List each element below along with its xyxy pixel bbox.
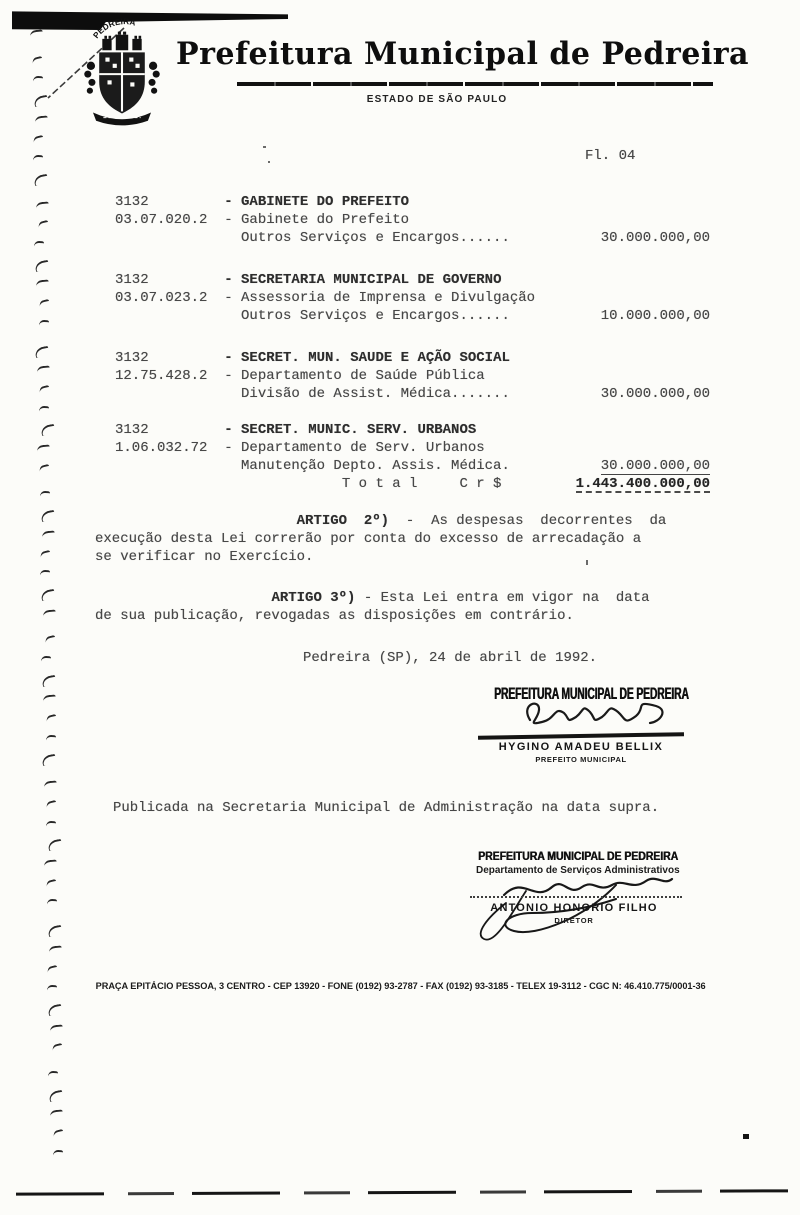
signer-role: PREFEITO MUNICIPAL [535, 755, 627, 764]
budget-entry-saude [115, 349, 710, 403]
text-line: se verificar no Exercício. [95, 549, 314, 565]
binding-mark [52, 1129, 64, 1139]
stamp-org-label: PREFEITURA MUNICIPAL DE PEDREIRA [478, 849, 678, 863]
budget-entry-urbanos-total [115, 421, 710, 493]
text-line: 12.75.428.2 - Departamento de Saúde Pública [115, 368, 485, 384]
scan-speck [268, 161, 270, 163]
binding-mark [45, 800, 57, 810]
binding-mark [36, 280, 50, 289]
binding-mark [42, 609, 56, 618]
binding-mark [36, 366, 50, 375]
binding-mark [38, 220, 50, 230]
binding-mark [49, 945, 63, 954]
publication-note: Publicada na Secretaria Municipal de Administração na data supra. [113, 800, 660, 816]
binding-mark [45, 714, 57, 724]
binding-mark [34, 174, 50, 186]
stamp-dept-label: Departamento de Serviços Administrativos [476, 864, 680, 876]
binding-mark [46, 735, 56, 743]
binding-mark [45, 635, 57, 645]
stamp-org-label: PREFEITURA MUNICIPAL DE PEDREIRA [494, 684, 689, 703]
binding-mark [39, 464, 51, 474]
article-2-paragraph [95, 512, 707, 566]
title-rule [237, 82, 713, 86]
binding-mark [40, 510, 56, 522]
binding-mark [47, 839, 63, 851]
scan-speck [263, 146, 266, 148]
signer-name: ANTONIO HONORIO FILHO [490, 902, 658, 914]
signer-role: DIRETOR [554, 916, 594, 925]
binding-mark [39, 320, 49, 328]
text-line: ARTIGO 3º) - Esta Lei entra em vigor na data [271, 590, 650, 606]
binding-mark [39, 549, 51, 559]
text-line: de sua publicação, revogadas as disposições em contrário. [95, 608, 574, 624]
text-line: ARTIGO 2º) - As despesas decorrentes da [296, 513, 667, 529]
binding-mark [47, 925, 63, 937]
binding-mark [41, 589, 57, 601]
amount-value: 10.000.000,00 [600, 308, 710, 324]
folio-number: Fl. 04 [585, 148, 636, 164]
binding-mark [39, 405, 49, 413]
binding-mark [41, 753, 57, 765]
text-line: 3132 - SECRET. MUNIC. SERV. URBANOS [115, 422, 477, 438]
page-title: Prefeitura Municipal de Pedreira [176, 36, 750, 72]
signature-scrawl-icon [506, 692, 666, 732]
state-label: ESTADO DE SÃO PAULO [366, 93, 508, 105]
binding-mark [48, 1089, 64, 1101]
binding-mark [42, 530, 56, 539]
mayor-signature-block [478, 684, 708, 770]
binding-mark [44, 859, 58, 868]
text-line: 03.07.020.2 - Gabinete do Prefeito [115, 212, 410, 228]
binding-mark [33, 241, 43, 249]
signer-name: HYGINO AMADEU BELLIX [498, 741, 664, 753]
binding-mark [46, 879, 58, 889]
binding-mark [34, 345, 50, 357]
binding-mark [47, 899, 57, 907]
scan-dot-artifact [743, 1134, 749, 1139]
scan-bottom-edge-artifact [16, 1189, 788, 1195]
binding-mark [32, 134, 44, 144]
footer-address: PRAÇA EPITÁCIO PESSOA, 3 CENTRO - CEP 13920 - FONE (0192) 93-2787 - FAX (0192) 93-3185 - TELEX 19-3112 - CGC N: 46.410.775/0001-36 [95, 981, 706, 991]
binding-mark [33, 155, 43, 163]
text-line: 3132 - SECRETARIA MUNICIPAL DE GOVERNO [115, 272, 502, 288]
binding-mark [43, 695, 57, 704]
amount-value: 1.443.400.000,00 [575, 476, 710, 492]
binding-mark [38, 299, 50, 309]
binding-mark [49, 1024, 63, 1033]
director-signature-block [468, 849, 718, 949]
binding-mark [52, 1043, 64, 1053]
binding-mark [40, 570, 50, 578]
svg-text:PEDREIRA: PEDREIRA [90, 16, 137, 41]
binding-mark [53, 1150, 63, 1158]
binding-mark [46, 820, 56, 828]
text-line: Outros Serviços e Encargos...... 30.000.000,00 [115, 230, 710, 246]
binding-mark [40, 424, 56, 436]
text-line: 1.06.032.72 - Departamento de Serv. Urbanos [115, 440, 485, 456]
binding-mark [35, 115, 49, 124]
binding-mark [35, 201, 49, 210]
dateline: Pedreira (SP), 24 de abril de 1992. [303, 650, 598, 666]
text-line: Divisão de Assist. Médica....... 30.000.000,00 [115, 386, 710, 402]
binding-mark [40, 656, 50, 664]
text-line: Manutenção Depto. Assis. Médica. 30.000.000,00 [115, 458, 710, 474]
amount-value: 30.000.000,00 [600, 458, 710, 474]
text-line: 03.07.023.2 - Assessoria de Imprensa e Divulgação [115, 290, 536, 306]
binding-mark [48, 1004, 64, 1016]
binding-mark [38, 385, 50, 395]
text-line: T o t a l C r $ 1.443.400.000,00 [115, 476, 710, 492]
binding-mark [41, 674, 57, 686]
city-crest-icon [70, 14, 174, 128]
binding-mark [46, 964, 58, 974]
signature-line [470, 896, 682, 898]
amount-value: 30.000.000,00 [600, 386, 710, 402]
text-line: 3132 - SECRET. MUN. SAUDE E AÇÃO SOCIAL [115, 350, 510, 366]
article-3-paragraph [95, 589, 707, 625]
budget-entry-gabinete [115, 193, 710, 247]
amount-value: 30.000.000,00 [600, 230, 710, 246]
binding-mark [34, 259, 50, 271]
binding-mark [37, 444, 51, 453]
binding-mark [50, 1110, 64, 1119]
binding-mark [47, 985, 57, 993]
signature-line [478, 732, 684, 739]
text-line: execução desta Lei correrão por conta do excesso de arrecadação a [95, 531, 642, 547]
text-line: Outros Serviços e Encargos...... 10.000.000,00 [115, 308, 710, 324]
binding-mark [43, 781, 57, 790]
binding-mark [47, 1071, 57, 1079]
text-line: 3132 - GABINETE DO PREFEITO [115, 194, 410, 210]
budget-entry-governo [115, 271, 710, 325]
binding-mark [40, 491, 50, 499]
